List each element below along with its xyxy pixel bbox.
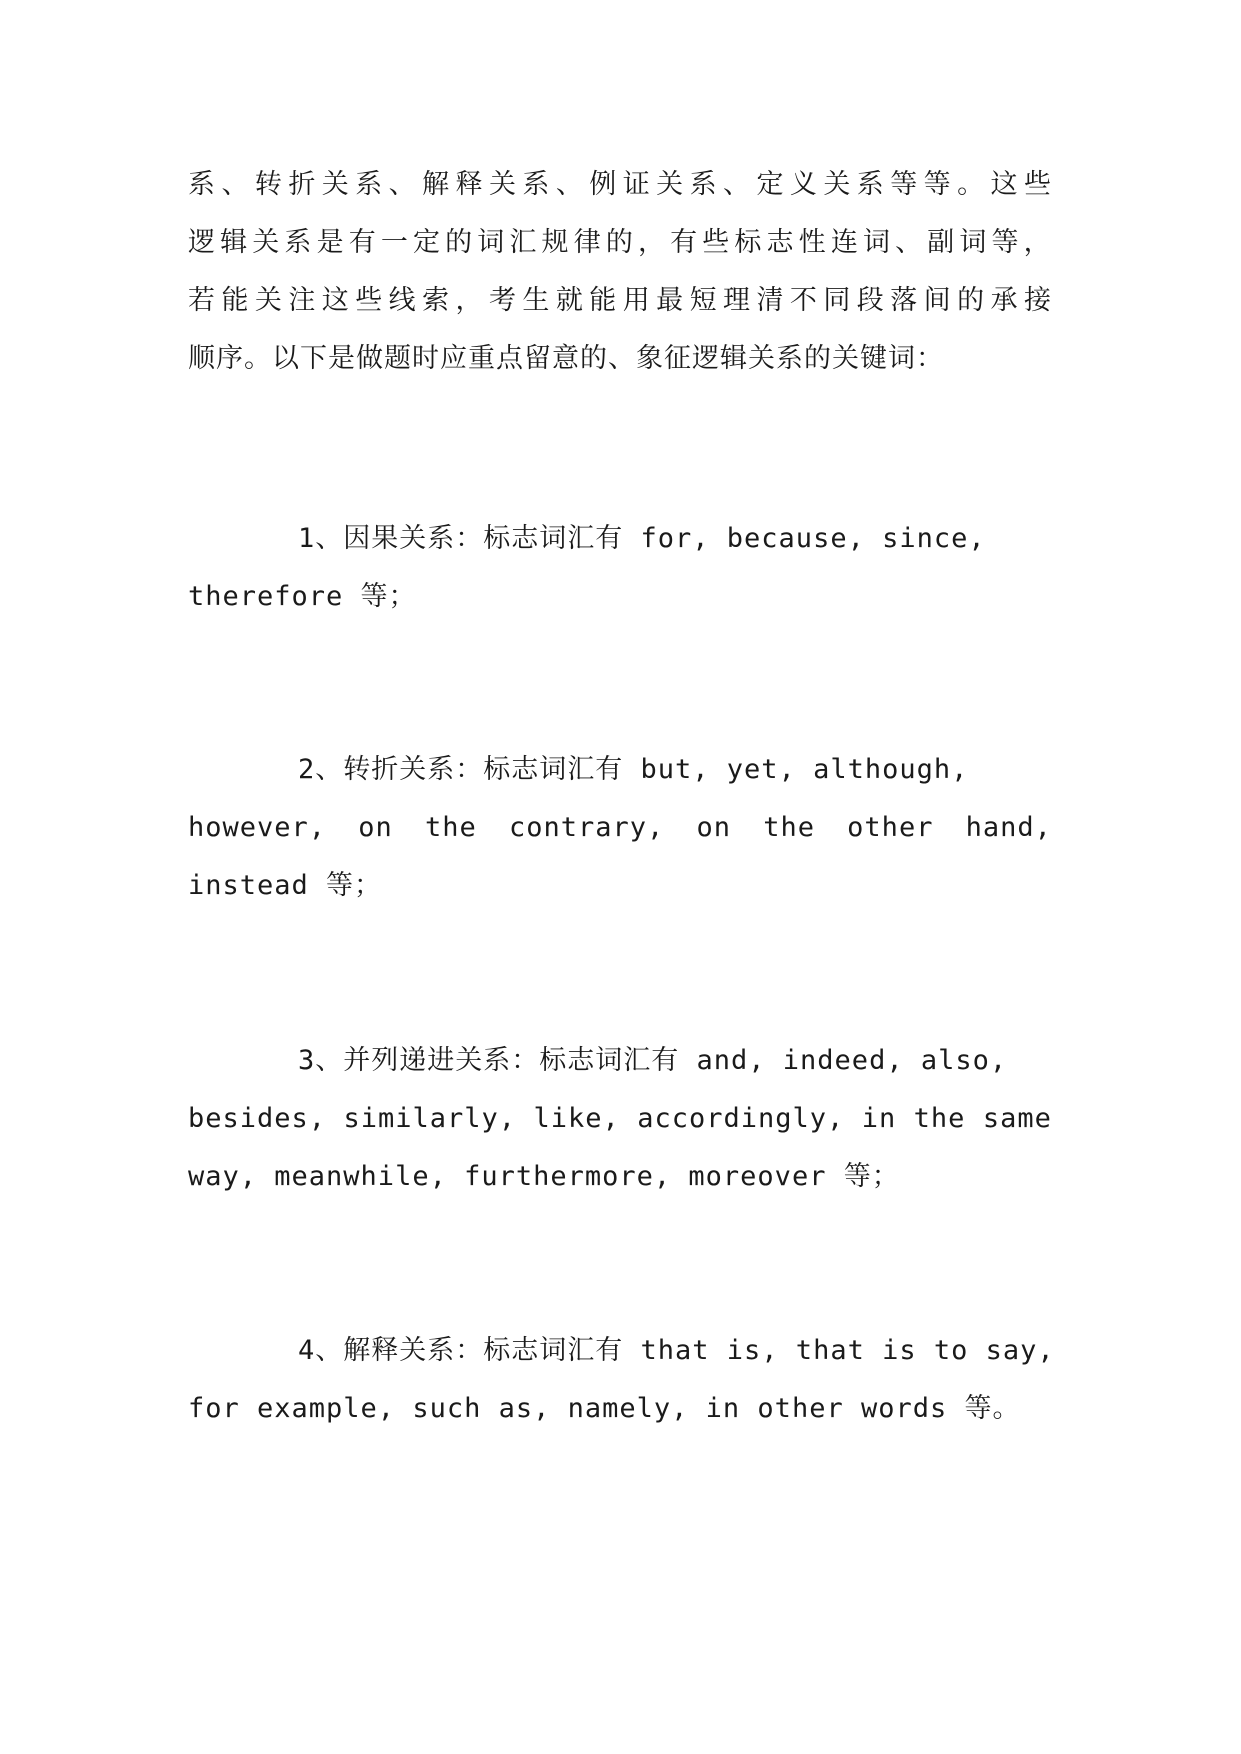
list-item-contrast <box>188 741 1052 915</box>
list-item-parallel <box>188 1032 1052 1206</box>
text-line: for example, such as, namely, in other words 等。 <box>188 1393 1021 1424</box>
text-line: instead 等； <box>188 870 383 901</box>
list-item-causal <box>188 510 1052 626</box>
text-line: 顺序。以下是做题时应重点留意的、象征逻辑关系的关键词： <box>188 343 944 374</box>
intro-paragraph <box>188 156 1052 388</box>
text-line: 4、解释关系：标志词汇有 that is, that is to say, <box>298 1335 1055 1366</box>
text-line: 系 、 转 折 关 系 、 解 释 关 系 、 例 证 关 系 、 定 义 关 系 等 等 。 这 些 <box>188 169 1052 200</box>
list-item-explanation <box>188 1322 1055 1438</box>
text-line: besides, similarly, like, accordingly, in the same <box>188 1103 1052 1134</box>
text-line: 1、因果关系：标志词汇有 for, because, since, <box>298 523 986 554</box>
text-line: 3、并列递进关系：标志词汇有 and, indeed, also, <box>298 1045 1008 1076</box>
text-line: 2、转折关系：标志词汇有 but, yet, although, <box>298 754 969 785</box>
text-line: therefore 等； <box>188 581 417 612</box>
text-line: however, on the contrary, on the other hand, <box>188 812 1052 843</box>
text-line: 逻 辑 关 系 是 有 一 定 的 词 汇 规 律 的 ， 有 些 标 志 性 连 词 、 副 词 等 ， <box>188 227 1052 258</box>
text-line: 若 能 关 注 这 些 线 索 ， 考 生 就 能 用 最 短 理 清 不 同 段 落 间 的 承 接 <box>188 285 1052 316</box>
text-line: way, meanwhile, furthermore, moreover 等； <box>188 1161 900 1192</box>
